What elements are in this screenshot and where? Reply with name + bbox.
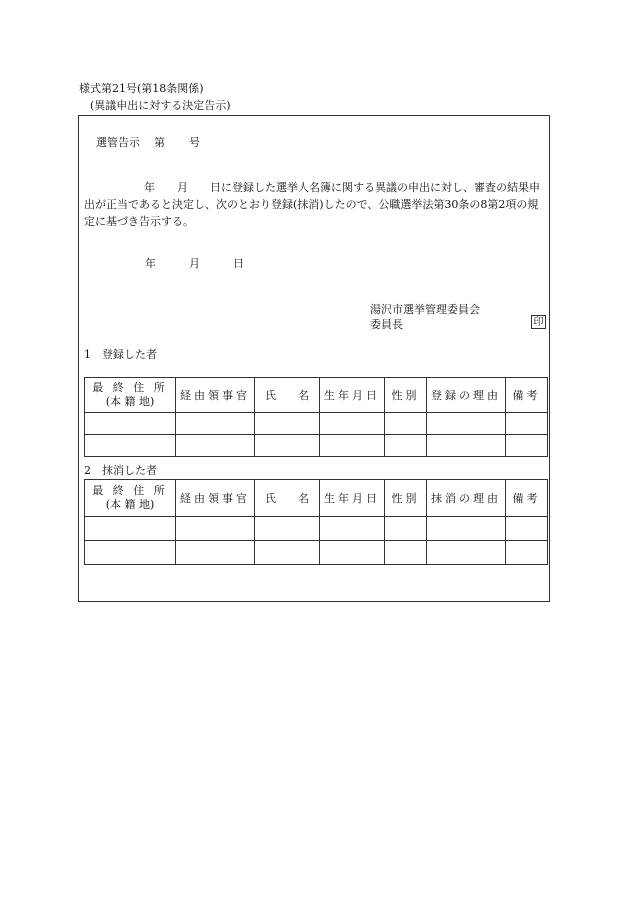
- header-sex: 性別: [385, 480, 427, 517]
- header-birthdate: 生年月日: [320, 378, 385, 413]
- section1-title: 1 登録した者: [84, 348, 157, 361]
- table-cell[interactable]: [255, 541, 320, 565]
- issuer-committee: 湯沢市選挙管理委員会: [370, 303, 480, 316]
- table-cell[interactable]: [385, 413, 427, 435]
- notice-dai: 第: [154, 136, 165, 149]
- table-cell[interactable]: [320, 435, 385, 457]
- table-cell[interactable]: [385, 517, 427, 541]
- table-cell[interactable]: [506, 435, 548, 457]
- form-subtitle: (異議申出に対する決定告示): [90, 99, 231, 112]
- header-consul: 経由領事官: [176, 378, 255, 413]
- table-cell[interactable]: [255, 517, 320, 541]
- table-cell[interactable]: [320, 517, 385, 541]
- header-name: 氏 名: [255, 480, 320, 517]
- table-cell[interactable]: [85, 435, 176, 457]
- table-cell[interactable]: [176, 413, 255, 435]
- table-cell[interactable]: [385, 541, 427, 565]
- notice-gou: 号: [189, 136, 200, 149]
- header-address: [85, 378, 176, 413]
- header-remarks: 備考: [506, 378, 548, 413]
- header-sex: 性別: [385, 378, 427, 413]
- notice-prefix: 選管告示: [96, 136, 140, 149]
- table-cell[interactable]: [506, 413, 548, 435]
- header-birthdate: 生年月日: [320, 480, 385, 517]
- table-header-row: [85, 480, 548, 517]
- table-row: [85, 435, 548, 457]
- table-cell[interactable]: [427, 541, 506, 565]
- header-address-sub: (本 籍 地): [105, 498, 155, 511]
- table-cell[interactable]: [427, 435, 506, 457]
- table-cell[interactable]: [85, 517, 176, 541]
- date-line: 年 月 日: [145, 257, 244, 270]
- notice-number-line: [96, 134, 200, 150]
- header-consul: 経由領事官: [176, 480, 255, 517]
- header-address-main: 最 終 住 所: [92, 381, 168, 394]
- header-reason: 抹消の理由: [427, 480, 506, 517]
- table-cell[interactable]: [176, 517, 255, 541]
- table-cell[interactable]: [85, 413, 176, 435]
- table-cell[interactable]: [255, 435, 320, 457]
- table-cell[interactable]: [506, 541, 548, 565]
- header-address: [85, 480, 176, 517]
- notice-body-text: 年 月 日に登録した選挙人名簿に関する異議の申出に対し、審査の結果申出が正当であると決定し、次のとおり登録(抹消)したので、公職選挙法第30条の8第2項の規定に基づき告示する。: [84, 181, 540, 228]
- table-cell[interactable]: [427, 517, 506, 541]
- header-address-sub: (本 籍 地): [105, 395, 155, 408]
- header-reason: 登録の理由: [427, 378, 506, 413]
- header-name: 氏 名: [255, 378, 320, 413]
- table-cell[interactable]: [320, 413, 385, 435]
- seal-mark: 印: [531, 315, 546, 329]
- section2-title: 2 抹消した者: [84, 464, 157, 477]
- form-number: 様式第21号(第18条関係): [79, 82, 204, 95]
- table-cell[interactable]: [506, 517, 548, 541]
- deleted-table: [84, 479, 548, 565]
- table-cell[interactable]: [427, 413, 506, 435]
- header-address-main: 最 終 住 所: [92, 484, 168, 497]
- table-cell[interactable]: [176, 541, 255, 565]
- table-cell[interactable]: [255, 413, 320, 435]
- table-cell[interactable]: [320, 541, 385, 565]
- table-cell[interactable]: [385, 435, 427, 457]
- issuer-chair: 委員長: [370, 318, 403, 331]
- notice-body: [84, 179, 548, 230]
- table-row: [85, 517, 548, 541]
- table-header-row: [85, 378, 548, 413]
- table-cell[interactable]: [85, 541, 176, 565]
- table-row: [85, 413, 548, 435]
- header-remarks: 備考: [506, 480, 548, 517]
- table-row: [85, 541, 548, 565]
- registered-table: [84, 377, 548, 457]
- table-cell[interactable]: [176, 435, 255, 457]
